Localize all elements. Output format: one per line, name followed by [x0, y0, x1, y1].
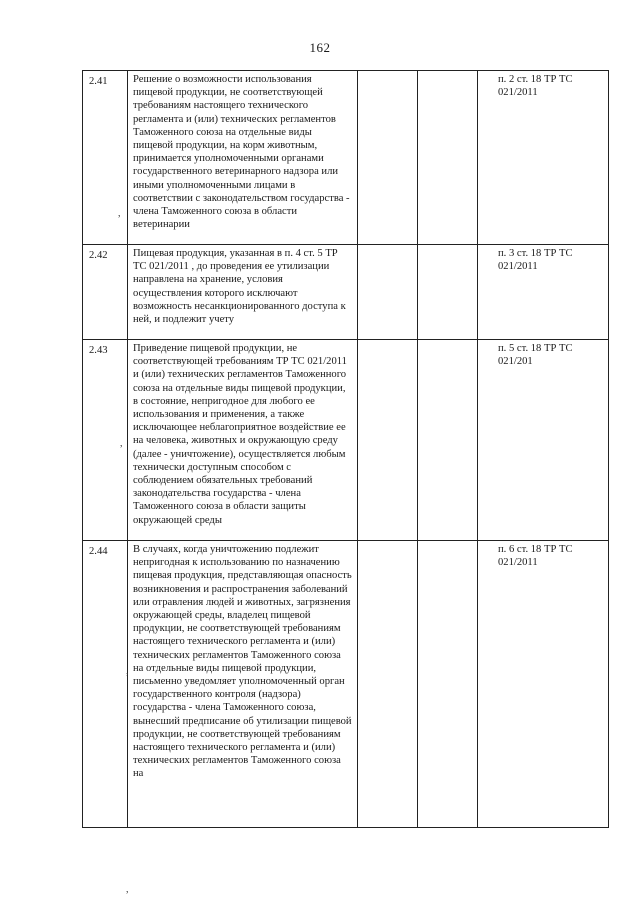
row-number: 2.44 — [89, 546, 108, 557]
empty-cell — [358, 71, 418, 245]
page-number: 162 — [309, 40, 331, 55]
requirement-cell — [128, 340, 358, 541]
empty-cell — [358, 245, 418, 340]
row-number: 2.43 — [89, 345, 108, 356]
row-number: 2.41 — [89, 76, 108, 87]
reference-text: п. 2 ст. 18 ТР ТС 021/2011 — [498, 74, 573, 99]
table-row — [83, 340, 609, 541]
scan-mark: , — [126, 666, 129, 677]
requirement-cell — [128, 71, 358, 245]
reference-cell — [478, 71, 609, 245]
table-row — [83, 245, 609, 340]
table-row — [83, 541, 609, 828]
reference-cell — [478, 340, 609, 541]
requirement-text: Приведение пищевой продукции, не соответствующей требованиям ТР ТС 021/2011 и (или) технических регламентов Таможенного союза на отдельные виды пищевой продукции, в состояние, непригодное для любого ее использования и применения, а также исключающее неблагоприятное воздействие ее на человека, животных и окружающую среду (далее - уничтожение), осуществляется любым технически доступным способом с соблюдением обязательных требований законодательства государства - члена Таможенного союза в области защиты окружающей среды — [133, 343, 347, 526]
reference-text: п. 5 ст. 18 ТР ТС 021/201 — [498, 343, 573, 368]
empty-cell — [418, 340, 478, 541]
empty-cell — [358, 541, 418, 828]
empty-cell — [418, 245, 478, 340]
requirement-cell — [128, 245, 358, 340]
reference-text: п. 6 ст. 18 ТР ТС 021/2011 — [498, 544, 573, 569]
requirement-text: Решение о возможности использования пищевой продукции, не соответствующей требованиям настоящего технического регламента и (или) технических регламентов Таможенного союза на отдельные виды пищевой продукции, на корм животным, принимается уполномоченными органами государственного ветеринарного надзора или иными уполномоченными лицами в соответствии с законодательством государства - члена Таможенного союза в области ветеринарии — [133, 74, 350, 231]
scan-mark: , — [126, 884, 129, 895]
requirement-cell — [128, 541, 358, 828]
empty-cell — [358, 340, 418, 541]
requirement-text: В случаях, когда уничтожению подлежит непригодная к использованию по назначению пищевая продукция, представляющая опасность возникновения и распространения заболеваний или отравления людей и животных, загрязнения окружающей среды, владелец пищевой продукции, не соответствующей требованиям настоящего технического регламента и (или) технических регламентов Таможенного союза на отдельные виды пищевой продукции, письменно уведомляет уполномоченный орган государственного контроля (надзора) государства - члена Таможенного союза, вынесший предписание об утилизации пищевой продукции, не соответствующей требованиям настоящего технического регламента и (или) технических регламентов Таможенного союза на — [133, 544, 352, 780]
reference-cell — [478, 245, 609, 340]
requirements-table — [82, 70, 609, 828]
empty-cell — [418, 71, 478, 245]
scan-mark: , — [118, 208, 121, 219]
reference-text: п. 3 ст. 18 ТР ТС 021/2011 — [498, 248, 573, 273]
row-number-cell — [83, 541, 128, 828]
empty-cell — [418, 541, 478, 828]
row-number-cell — [83, 245, 128, 340]
requirement-text: Пищевая продукция, указанная в п. 4 ст. 5 ТР ТС 021/2011 , до проведения ее утилизации направлена на хранение, условия осуществления которого исключают возможность несанкционированного доступа к ней, и подлежит учету — [133, 248, 346, 326]
reference-cell — [478, 541, 609, 828]
scan-mark: , — [120, 438, 123, 449]
row-number-cell — [83, 71, 128, 245]
table-row — [83, 71, 609, 245]
row-number: 2.42 — [89, 250, 108, 261]
